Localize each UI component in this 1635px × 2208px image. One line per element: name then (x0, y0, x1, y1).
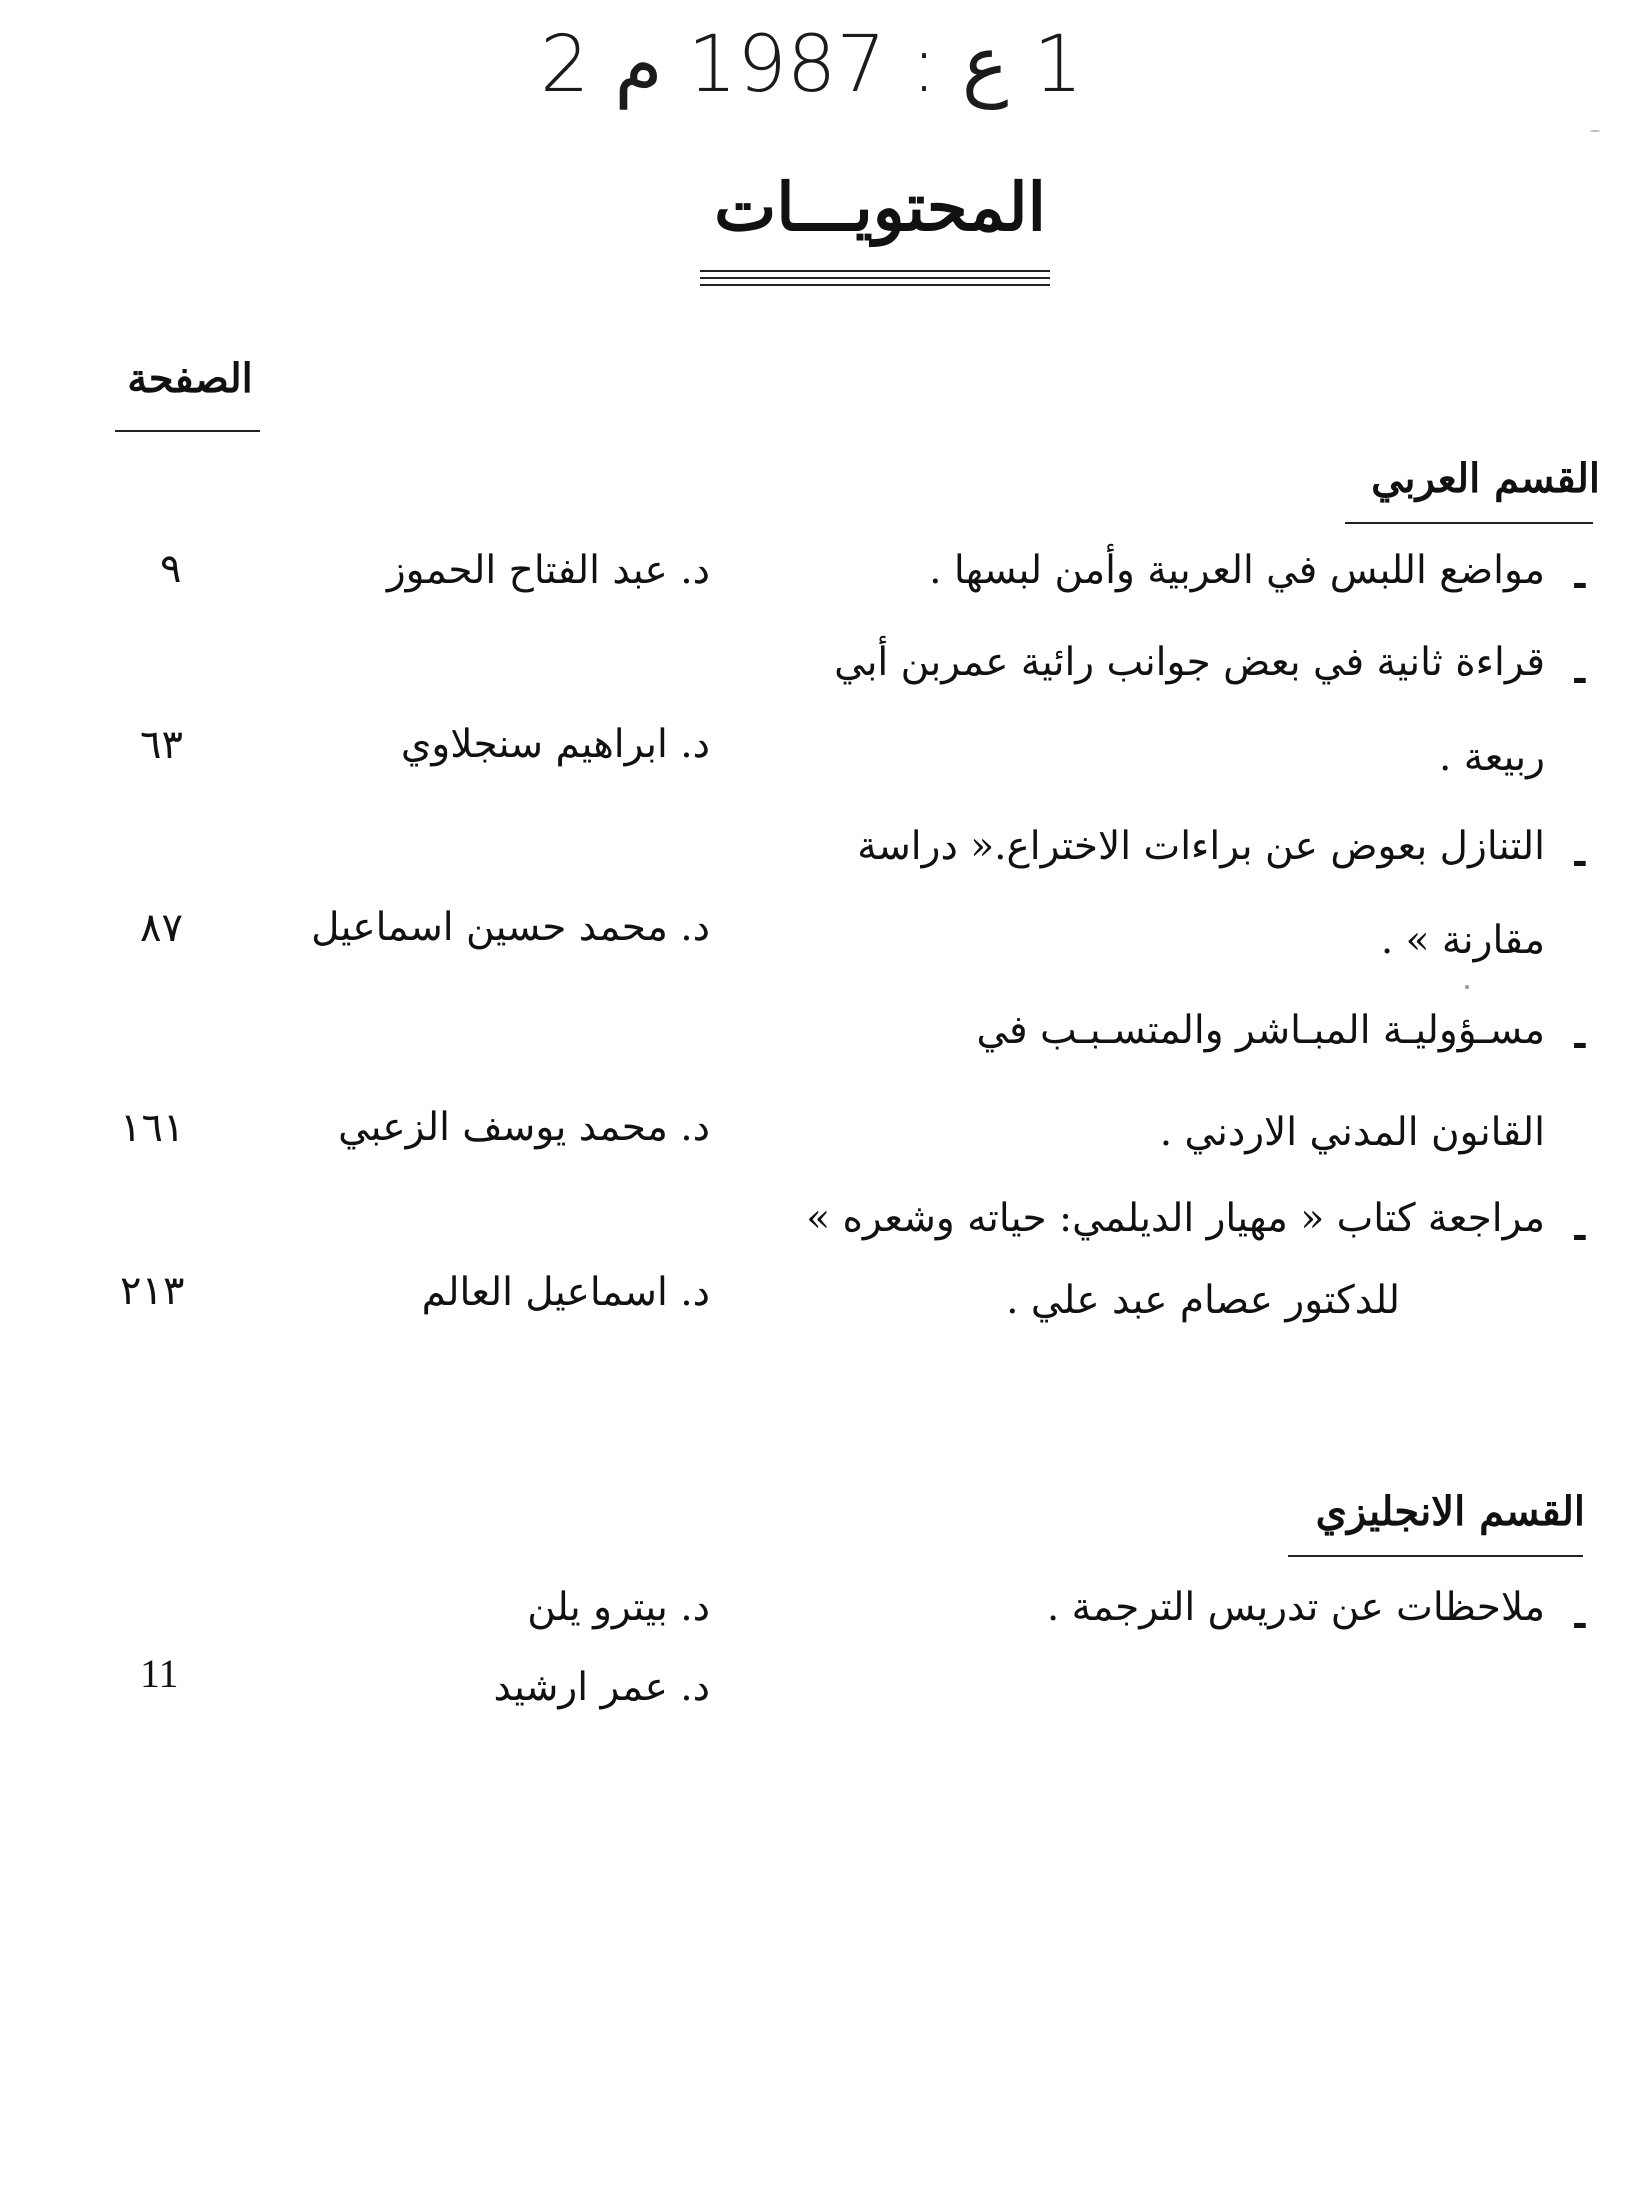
bullet-dash: - (1572, 1600, 1588, 1645)
bullet-dash: - (1572, 1212, 1588, 1257)
scan-speck (1590, 130, 1600, 132)
entry-title-line: مواضع اللبس في العربية وأمن لبسها . (929, 548, 1545, 593)
page-title: المحتويـــات (714, 168, 1046, 246)
scan-speck (1465, 985, 1469, 989)
entry-title-line: مسـؤوليـة المبـاشر والمتسـبـب في (976, 1008, 1545, 1053)
entry-title-line: ربيعة . (1439, 735, 1545, 780)
arabic-heading-underline (1345, 522, 1593, 524)
english-heading-underline (1288, 1555, 1583, 1557)
entry-title-line: مراجعة كتاب « مهيار الديلمي: حياته وشعره » (806, 1196, 1545, 1241)
entry-title-line: القانون المدني الاردني . (1159, 1110, 1545, 1155)
entry-author: د. اسماعيل العالم (421, 1270, 710, 1315)
title-underline-3 (700, 284, 1050, 286)
entry-page-number: ١٦١ (120, 1105, 185, 1151)
entry-author: د. عبد الفتاح الحموز (386, 548, 710, 593)
handwritten-note: 1 ع : 1987 م 2 (540, 20, 1083, 110)
entry-author: د. ابراهيم سنجلاوي (400, 722, 710, 767)
english-section-heading: القسم الانجليزي (1315, 1488, 1585, 1535)
entry-author: د. محمد يوسف الزعبي (338, 1105, 710, 1150)
page-header-underline (115, 430, 260, 432)
entry-author: د. بيترو يلن (527, 1585, 710, 1630)
title-underline-1 (700, 270, 1050, 272)
title-underline-2 (700, 277, 1050, 279)
entry-title-line: للدكتور عصام عبد علي . (1006, 1278, 1400, 1323)
bullet-dash: - (1572, 838, 1588, 883)
entry-title-line: قراءة ثانية في بعض جوانب رائية عمربن أبي (834, 640, 1545, 685)
entry-page-number: ٩ (160, 546, 182, 592)
entry-page-number: ٨٧ (140, 905, 183, 951)
entry-page-number: ٢١٣ (120, 1268, 185, 1314)
entry-page-number: 11 (140, 1651, 179, 1696)
entry-author: د. عمر ارشيد (493, 1665, 710, 1710)
entry-page-number: ٦٣ (140, 722, 183, 768)
entry-title-line: مقارنة » . (1380, 918, 1545, 963)
page-column-header: الصفحة (127, 355, 253, 402)
arabic-section-heading: القسم العربي (1371, 455, 1600, 502)
entry-title-line: ملاحظات عن تدريس الترجمة . (1046, 1585, 1545, 1630)
bullet-dash: - (1572, 1020, 1588, 1065)
entry-title-line: التنازل بعوض عن براءات الاختراع.« دراسة (857, 824, 1545, 869)
bullet-dash: - (1572, 655, 1588, 700)
bullet-dash: - (1572, 560, 1588, 605)
entry-author: د. محمد حسين اسماعيل (311, 905, 710, 950)
